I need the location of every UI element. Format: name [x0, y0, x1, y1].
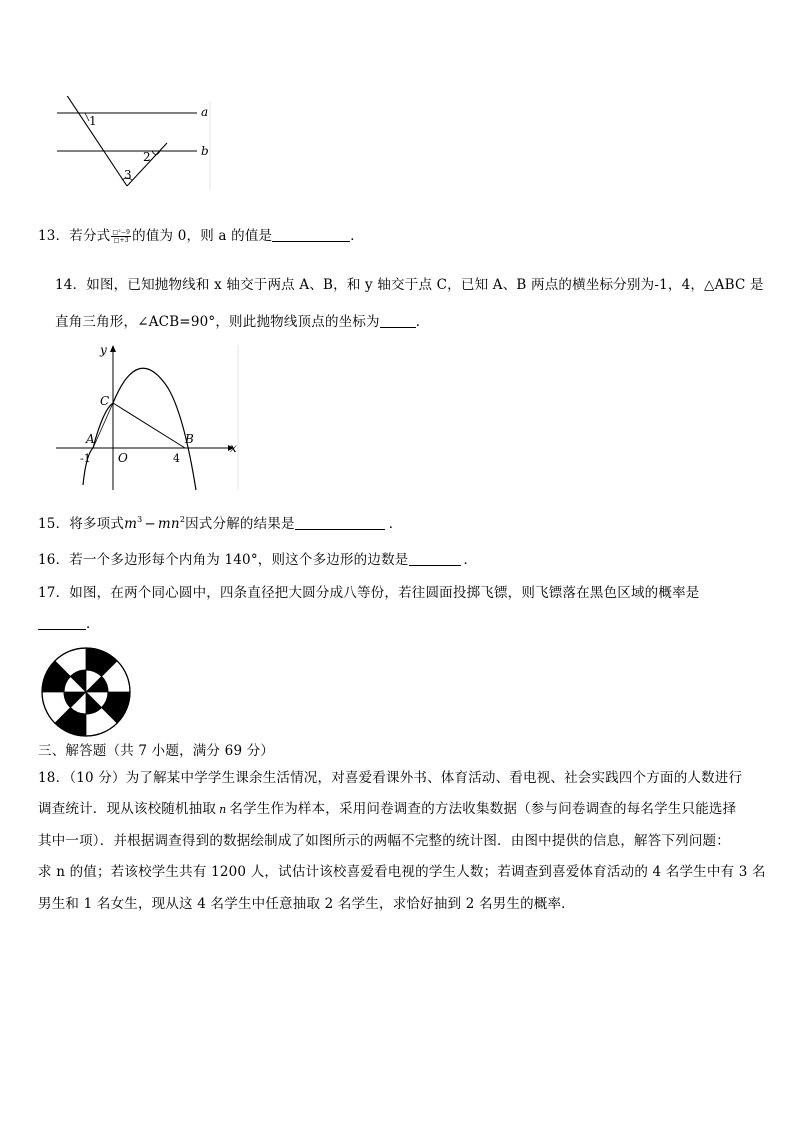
- segment-CB: [113, 403, 185, 448]
- q14-line2-text: 直角三角形，∠ACB=90°，则此抛物线顶点的坐标为: [55, 314, 380, 330]
- q15-m: m: [124, 516, 138, 532]
- q16-text: 16．若一个多边形每个内角为 140°，则这个多边形的边数是: [38, 552, 409, 568]
- tick-4-label: 4: [173, 452, 180, 465]
- q14-answer-blank: [380, 313, 416, 328]
- q13-frac-den: □+3: [113, 237, 129, 244]
- q15-answer-blank: [295, 515, 385, 530]
- parabola-figure: [56, 340, 246, 495]
- question-18-line3: 其中一项）．并根据调查得到的数据绘制成了如图所示的两幅不完整的统计图．由图中提供的信息，解答下列问题：: [38, 833, 730, 849]
- point-C-label: C: [100, 394, 110, 408]
- question-14-line1: 14．如图，已知抛物线和 x 轴交于两点 A、B，和 y 轴交于点 C，已知 A、B 两点的横坐标分别为-1，4，△ABC 是: [55, 277, 764, 293]
- question-18-line5: 男生和 1 名女生，现从这 4 名学生中任意抽取 2 名学生，求恰好抽到 2 名男生的概率．: [38, 896, 575, 912]
- q15-exp2: 2: [179, 515, 186, 524]
- q15-mn: mn: [157, 516, 180, 532]
- tick-neg1-label: -1: [80, 452, 91, 465]
- question-14-line2: [55, 312, 429, 332]
- question-18-line2: [38, 799, 736, 820]
- question-18-line1: 18．（10 分）为了解某中学学生课余生活情况，对喜爱看课外书、体育活动、看电视、社会实践四个方面的人数进行: [38, 770, 743, 786]
- q13-answer-blank: [272, 227, 350, 242]
- label-a: a: [201, 105, 209, 119]
- question-18-line4: 求 n 的值；若该校学生共有 1200 人，试估计该校喜爱看电视的学生人数；若调查到喜爱体育活动的 4 名学生中有 3 名: [38, 864, 766, 880]
- q17-end: ．: [86, 616, 100, 632]
- q15-prefix: 15．将多项式: [38, 516, 125, 532]
- q15-exp1: 3: [137, 515, 143, 524]
- q13-fraction: [111, 229, 131, 244]
- q18-line2-b: 名学生作为样本，采用问卷调查的方法收集数据（参与问卷调查的每名学生只能选择: [229, 801, 737, 817]
- parallel-lines-figure: [52, 96, 217, 196]
- q15-suffix: 因式分解的结果是: [185, 516, 295, 532]
- question-17-line2: [38, 614, 100, 634]
- x-axis-label: x: [230, 441, 237, 455]
- concentric-circles-figure: [39, 645, 133, 739]
- q16-end: ．: [463, 552, 478, 568]
- origin-label: O: [118, 451, 128, 465]
- question-13: [38, 226, 364, 246]
- angle1-label: 1: [89, 114, 97, 128]
- point-A-label: A: [86, 432, 95, 446]
- angle3-label: 3: [124, 168, 132, 182]
- y-axis-arrow: [110, 345, 116, 352]
- point-B-label: B: [185, 432, 194, 446]
- q17-answer-blank: [38, 615, 86, 630]
- section-3-title: 三、解答题（共 7 小题，满分 69 分）: [38, 743, 275, 759]
- q18-n: n: [219, 803, 227, 816]
- y-axis-label: y: [100, 343, 107, 357]
- parabola-curve: [83, 368, 196, 490]
- q16-answer-blank: [409, 551, 461, 566]
- label-b: b: [201, 144, 209, 158]
- question-15: [38, 514, 402, 534]
- q15-minus: −: [144, 516, 156, 532]
- segment-CA: [93, 403, 113, 448]
- q13-frac-num: □²−9: [112, 229, 131, 236]
- q18-line2-a: 调查统计．现从该校随机抽取: [38, 801, 217, 817]
- question-16: [38, 550, 477, 570]
- q13-suffix: 的值为 0，则 a 的值是: [132, 228, 273, 244]
- q14-end: ．: [415, 314, 430, 330]
- q15-end: ．: [388, 516, 403, 532]
- question-17-line1: 17．如图，在两个同心圆中，四条直径把大圆分成八等份，若往圆面投掷飞镖，则飞镖落在黑色区域的概率是: [38, 585, 700, 601]
- q13-end: ．: [350, 228, 364, 244]
- angle2-label: 2: [143, 150, 151, 164]
- transversal-left: [64, 96, 127, 186]
- q13-prefix: 13．若分式: [38, 228, 111, 244]
